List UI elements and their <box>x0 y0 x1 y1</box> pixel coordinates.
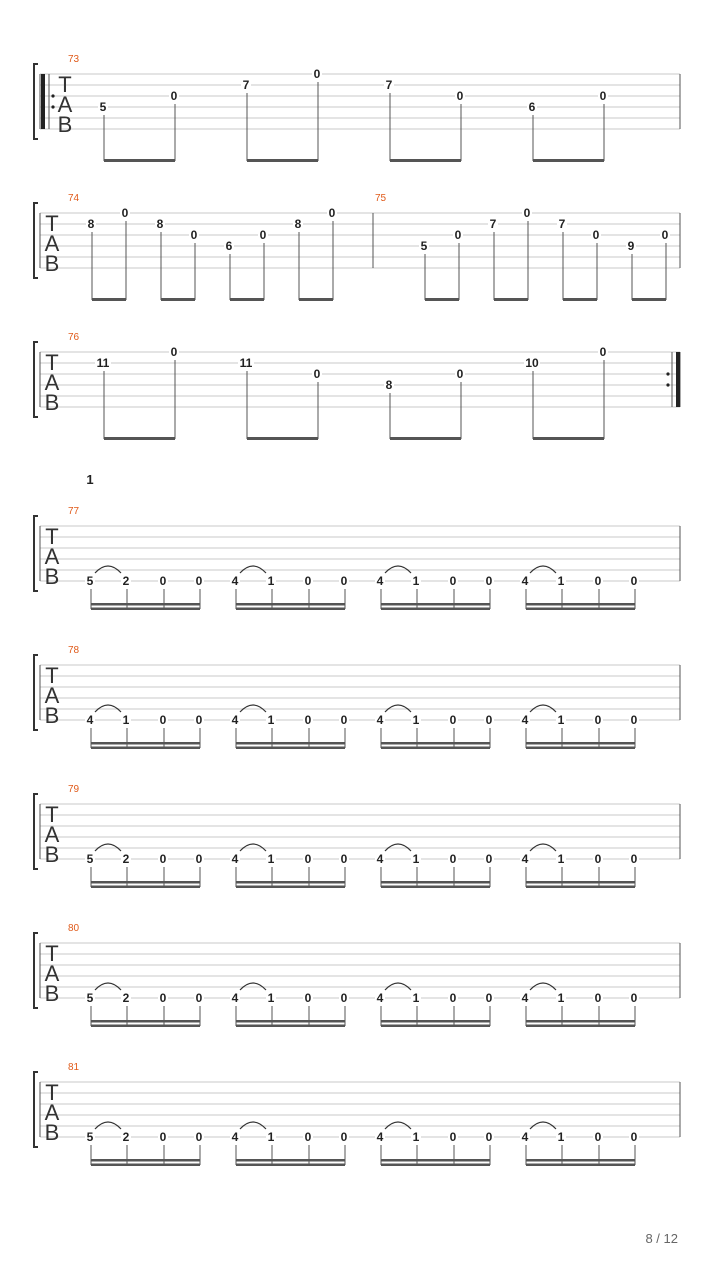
fret-number: 7 <box>242 78 250 92</box>
note-beam <box>526 608 635 611</box>
fret-number: 0 <box>340 574 348 588</box>
fret-number: 6 <box>528 100 536 114</box>
note-beam <box>533 437 604 440</box>
note-beam <box>632 298 666 301</box>
tab-clef-letter: B <box>57 112 73 137</box>
fret-number: 0 <box>159 991 167 1005</box>
note-beam <box>236 881 345 884</box>
fret-number: 2 <box>122 991 130 1005</box>
fret-number: 4 <box>521 574 529 588</box>
tab-clef-letter: T <box>45 350 59 375</box>
tab-clef-letter: A <box>44 961 60 986</box>
note-beam <box>236 1164 345 1167</box>
tab-clef-letter: B <box>44 981 60 1006</box>
fret-number: 0 <box>159 1130 167 1144</box>
measure-number: 81 <box>68 1062 80 1073</box>
fret-number: 0 <box>456 89 464 103</box>
fret-number: 1 <box>412 991 420 1005</box>
tab-clef-letter: A <box>44 370 60 395</box>
fret-number: 0 <box>485 1130 493 1144</box>
measure-number: 75 <box>375 193 387 204</box>
volta-ending-label: 1 <box>86 472 94 487</box>
tab-clef-letter: A <box>57 92 73 117</box>
note-beam <box>526 742 635 745</box>
tab-clef-letter: T <box>58 72 72 97</box>
fret-number: 4 <box>521 852 529 866</box>
note-beam <box>526 1159 635 1162</box>
fret-number: 0 <box>170 345 178 359</box>
note-beam <box>236 1020 345 1023</box>
fret-number: 4 <box>521 713 529 727</box>
fret-number: 0 <box>159 852 167 866</box>
fret-number: 7 <box>489 217 497 231</box>
fret-number: 1 <box>557 852 565 866</box>
note-beam <box>236 886 345 889</box>
fret-number: 10 <box>525 356 539 370</box>
note-beam <box>91 1159 200 1162</box>
tab-clef-letter: B <box>44 703 60 728</box>
fret-number: 1 <box>412 1130 420 1144</box>
fret-number: 2 <box>122 852 130 866</box>
note-beam <box>381 1025 490 1028</box>
fret-number: 4 <box>521 1130 529 1144</box>
note-beam <box>526 886 635 889</box>
fret-number: 4 <box>376 713 384 727</box>
fret-number: 1 <box>267 713 275 727</box>
fret-number: 0 <box>592 228 600 242</box>
note-beam <box>91 742 200 745</box>
fret-number: 0 <box>159 574 167 588</box>
fret-number: 6 <box>225 239 233 253</box>
fret-number: 1 <box>267 1130 275 1144</box>
fret-number: 11 <box>96 356 110 370</box>
fret-number: 0 <box>485 713 493 727</box>
repeat-dot <box>51 94 54 97</box>
note-beam <box>247 437 318 440</box>
fret-number: 1 <box>122 713 130 727</box>
system-bracket <box>34 655 38 730</box>
fret-number: 0 <box>449 713 457 727</box>
fret-number: 4 <box>376 1130 384 1144</box>
fret-number: 4 <box>231 1130 239 1144</box>
fret-number: 0 <box>340 1130 348 1144</box>
fret-number: 1 <box>557 1130 565 1144</box>
fret-number: 4 <box>231 991 239 1005</box>
fret-number: 11 <box>239 356 253 370</box>
note-beam <box>381 1164 490 1167</box>
fret-number: 4 <box>521 991 529 1005</box>
fret-number: 0 <box>340 991 348 1005</box>
note-beam <box>91 603 200 606</box>
note-beam <box>104 159 175 162</box>
tab-clef-letter: T <box>45 1080 59 1105</box>
fret-number: 0 <box>304 1130 312 1144</box>
fret-number: 4 <box>231 713 239 727</box>
measure-number: 77 <box>68 506 80 517</box>
note-beam <box>91 608 200 611</box>
fret-number: 1 <box>412 852 420 866</box>
note-beam <box>236 742 345 745</box>
fret-number: 5 <box>86 852 94 866</box>
fret-number: 0 <box>340 713 348 727</box>
fret-number: 0 <box>594 852 602 866</box>
fret-number: 0 <box>259 228 267 242</box>
note-beam <box>390 159 461 162</box>
note-beam <box>91 1164 200 1167</box>
fret-number: 5 <box>99 100 107 114</box>
note-beam <box>381 608 490 611</box>
note-beam <box>494 298 528 301</box>
fret-number: 0 <box>195 991 203 1005</box>
note-beam <box>381 603 490 606</box>
fret-number: 0 <box>456 367 464 381</box>
fret-number: 5 <box>420 239 428 253</box>
note-beam <box>526 1025 635 1028</box>
fret-number: 1 <box>557 991 565 1005</box>
note-beam <box>247 159 318 162</box>
fret-number: 4 <box>231 574 239 588</box>
note-beam <box>236 1159 345 1162</box>
repeat-end-thick-bar <box>676 352 680 407</box>
note-beam <box>91 886 200 889</box>
fret-number: 0 <box>594 1130 602 1144</box>
tab-clef-letter: B <box>44 564 60 589</box>
note-beam <box>91 1025 200 1028</box>
note-beam <box>92 298 126 301</box>
system-bracket <box>34 933 38 1008</box>
fret-number: 0 <box>485 574 493 588</box>
fret-number: 0 <box>630 574 638 588</box>
fret-number: 8 <box>294 217 302 231</box>
note-beam <box>104 437 175 440</box>
fret-number: 8 <box>156 217 164 231</box>
note-beam <box>381 886 490 889</box>
fret-number: 0 <box>594 574 602 588</box>
tab-clef-letter: A <box>44 544 60 569</box>
fret-number: 0 <box>190 228 198 242</box>
note-beam <box>230 298 264 301</box>
note-beam <box>91 1020 200 1023</box>
repeat-dot <box>666 372 669 375</box>
fret-number: 5 <box>86 574 94 588</box>
tab-clef-letter: T <box>45 663 59 688</box>
fret-number: 0 <box>449 852 457 866</box>
note-beam <box>425 298 459 301</box>
fret-number: 4 <box>376 991 384 1005</box>
measure-number: 80 <box>68 923 80 934</box>
note-beam <box>533 159 604 162</box>
note-beam <box>381 1020 490 1023</box>
fret-number: 0 <box>523 206 531 220</box>
fret-number: 4 <box>231 852 239 866</box>
note-beam <box>390 437 461 440</box>
repeat-start-thick-bar <box>41 74 45 129</box>
fret-number: 0 <box>599 345 607 359</box>
fret-number: 1 <box>267 852 275 866</box>
tab-clef-letter: B <box>44 390 60 415</box>
fret-number: 2 <box>122 574 130 588</box>
fret-number: 0 <box>630 713 638 727</box>
fret-number: 0 <box>121 206 129 220</box>
note-beam <box>381 742 490 745</box>
fret-number: 4 <box>376 574 384 588</box>
fret-number: 0 <box>159 713 167 727</box>
fret-number: 4 <box>376 852 384 866</box>
measure-number: 79 <box>68 784 80 795</box>
tab-clef-letter: B <box>44 1120 60 1145</box>
fret-number: 0 <box>340 852 348 866</box>
tab-clef-letter: T <box>45 211 59 236</box>
fret-number: 0 <box>195 1130 203 1144</box>
repeat-dot <box>666 383 669 386</box>
fret-number: 1 <box>557 574 565 588</box>
fret-number: 1 <box>267 991 275 1005</box>
tab-clef-letter: T <box>45 802 59 827</box>
note-beam <box>563 298 597 301</box>
fret-number: 0 <box>304 991 312 1005</box>
note-beam <box>236 603 345 606</box>
note-beam <box>381 1159 490 1162</box>
measure-number: 73 <box>68 54 80 65</box>
fret-number: 1 <box>412 713 420 727</box>
fret-number: 5 <box>86 991 94 1005</box>
fret-number: 0 <box>449 991 457 1005</box>
system-bracket <box>34 1072 38 1147</box>
note-beam <box>381 881 490 884</box>
tab-clef-letter: T <box>45 941 59 966</box>
note-beam <box>526 747 635 750</box>
fret-number: 0 <box>594 713 602 727</box>
note-beam <box>236 1025 345 1028</box>
fret-number: 0 <box>630 852 638 866</box>
fret-number: 0 <box>195 852 203 866</box>
fret-number: 0 <box>630 1130 638 1144</box>
note-beam <box>91 881 200 884</box>
system-bracket <box>34 64 38 139</box>
fret-number: 0 <box>449 574 457 588</box>
measure-number: 74 <box>68 193 80 204</box>
tab-clef-letter: A <box>44 231 60 256</box>
system-bracket <box>34 794 38 869</box>
tab-clef-letter: A <box>44 683 60 708</box>
note-beam <box>381 747 490 750</box>
fret-number: 0 <box>170 89 178 103</box>
repeat-dot <box>51 105 54 108</box>
fret-number: 0 <box>313 67 321 81</box>
fret-number: 9 <box>627 239 635 253</box>
system-bracket <box>34 203 38 278</box>
tab-clef-letter: A <box>44 1100 60 1125</box>
fret-number: 4 <box>86 713 94 727</box>
fret-number: 0 <box>485 852 493 866</box>
note-beam <box>526 603 635 606</box>
tab-clef-letter: B <box>44 842 60 867</box>
fret-number: 1 <box>557 713 565 727</box>
note-beam <box>236 608 345 611</box>
fret-number: 0 <box>630 991 638 1005</box>
note-beam <box>526 1164 635 1167</box>
fret-number: 8 <box>385 378 393 392</box>
fret-number: 0 <box>594 991 602 1005</box>
fret-number: 2 <box>122 1130 130 1144</box>
fret-number: 0 <box>195 574 203 588</box>
fret-number: 0 <box>599 89 607 103</box>
fret-number: 5 <box>86 1130 94 1144</box>
note-beam <box>236 747 345 750</box>
note-beam <box>526 1020 635 1023</box>
page-indicator: 8 / 12 <box>645 1231 678 1246</box>
fret-number: 7 <box>385 78 393 92</box>
fret-number: 8 <box>87 217 95 231</box>
fret-number: 0 <box>304 574 312 588</box>
fret-number: 0 <box>454 228 462 242</box>
tab-clef-letter: A <box>44 822 60 847</box>
fret-number: 7 <box>558 217 566 231</box>
fret-number: 1 <box>267 574 275 588</box>
fret-number: 0 <box>661 228 669 242</box>
tab-clef-letter: B <box>44 251 60 276</box>
fret-number: 0 <box>485 991 493 1005</box>
tab-clef-letter: T <box>45 524 59 549</box>
fret-number: 0 <box>304 852 312 866</box>
note-beam <box>526 881 635 884</box>
fret-number: 0 <box>195 713 203 727</box>
measure-number: 78 <box>68 645 80 656</box>
measure-number: 76 <box>68 332 80 343</box>
note-beam <box>161 298 195 301</box>
note-beam <box>299 298 333 301</box>
fret-number: 0 <box>313 367 321 381</box>
note-beam <box>91 747 200 750</box>
fret-number: 1 <box>412 574 420 588</box>
system-bracket <box>34 516 38 591</box>
system-bracket <box>34 342 38 417</box>
fret-number: 0 <box>449 1130 457 1144</box>
fret-number: 0 <box>328 206 336 220</box>
fret-number: 0 <box>304 713 312 727</box>
